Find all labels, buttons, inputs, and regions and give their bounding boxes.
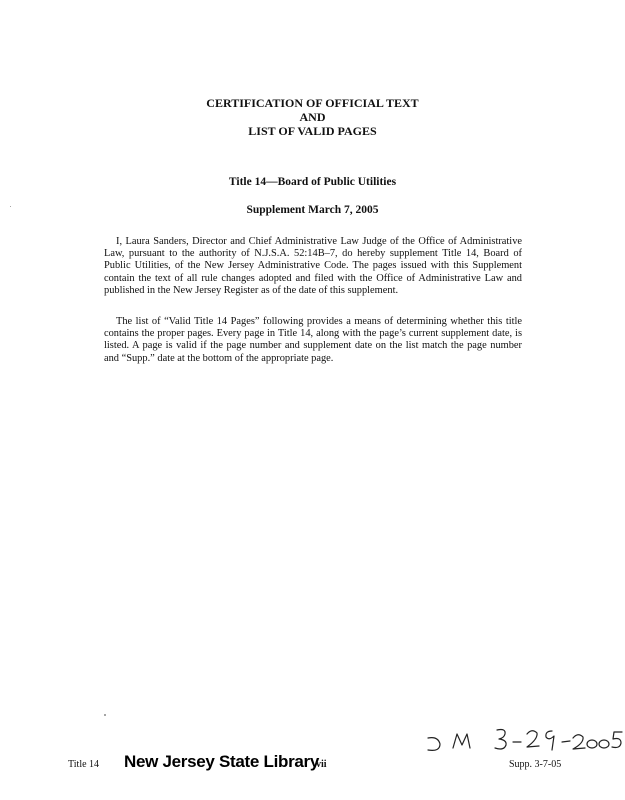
paragraph-valid-pages: The list of “Valid Title 14 Pages” following provides a means of determining whether this title contains the proper pages. Every page in Title 14, along with the page’s current supplement date, is listed. A page is valid if the page number and supplement date on the list match the page number and “Supp.” date at the bottom of the appropriate page. [104, 316, 522, 364]
scan-speck [10, 206, 11, 207]
footer-title: Title 14 [68, 759, 100, 770]
paragraph-certification: I, Laura Sanders, Director and Chief Administrative Law Judge of the Office of Administrative Law, pursuant to the authority of N.J.S.A. 52:14B–7, do hereby supplement Title 14, Board of Public Utilities, of the New Jersey Administrative Code. The pages issued with this Supplement contain the text of all rule changes adopted and filed with the Office of Administrative Law and published in the New Jersey Register as of the date of this supplement. [104, 236, 522, 296]
supplement-heading: Supplement March 7, 2005 [246, 204, 379, 216]
heading-line-2: AND [299, 110, 326, 124]
page-number: vii [316, 759, 327, 770]
heading-line-1: CERTIFICATION OF OFFICIAL TEXT [206, 96, 419, 110]
footer-supp-date: Supp. 3-7-05 [509, 759, 562, 770]
heading-line-3: LIST OF VALID PAGES [248, 124, 377, 138]
scan-speck [104, 714, 106, 716]
library-stamp: New Jersey State Library [124, 752, 320, 771]
title-heading: Title 14—Board of Public Utilities [228, 176, 397, 188]
